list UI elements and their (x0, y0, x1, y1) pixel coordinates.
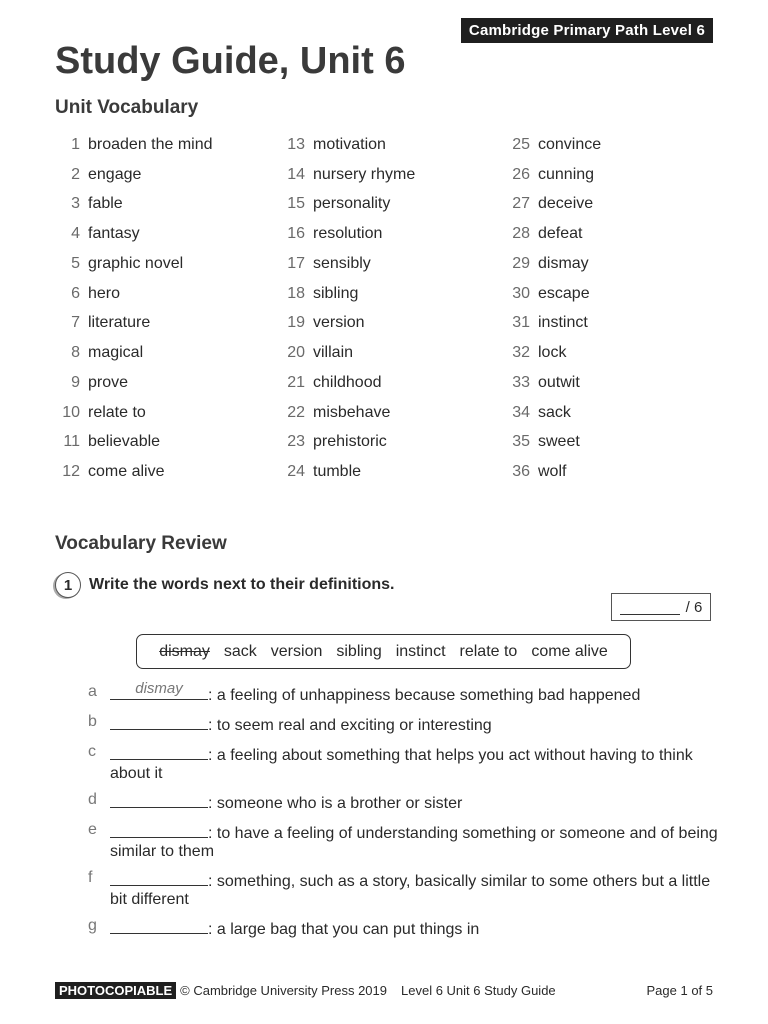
vocab-word: relate to (88, 403, 146, 421)
vocab-word: personality (313, 195, 391, 213)
vocab-item (55, 338, 275, 368)
question-body (110, 869, 718, 909)
vocab-item (55, 309, 275, 339)
word-bank-item: version (270, 642, 323, 660)
question-body (110, 917, 718, 939)
answer-blank[interactable] (110, 917, 208, 934)
vocab-word: fable (88, 195, 123, 213)
vocab-word: sweet (538, 433, 580, 451)
vocab-word: misbehave (313, 403, 391, 421)
vocab-item (280, 398, 500, 428)
vocab-item (280, 190, 500, 220)
vocab-word: wolf (538, 463, 567, 481)
word-bank-item: sibling (336, 642, 382, 660)
page-title: Study Guide, Unit 6 (55, 40, 406, 82)
question-body (110, 821, 718, 861)
vocab-word: childhood (313, 373, 382, 391)
question-body (110, 713, 718, 735)
vocab-word: instinct (538, 314, 588, 332)
page-number: Page 1 of 5 (646, 983, 713, 998)
vocab-number: 7 (71, 314, 80, 332)
vocab-number: 36 (512, 463, 530, 481)
question-body (110, 743, 718, 783)
vocab-item (505, 398, 725, 428)
question-letter: d (88, 791, 97, 808)
word-bank-item: instinct (395, 642, 446, 660)
vocab-number: 12 (62, 463, 80, 481)
vocab-item (55, 130, 275, 160)
vocab-word: escape (538, 284, 590, 302)
word-bank (136, 634, 631, 669)
word-bank-item: come alive (531, 642, 608, 660)
vocab-number: 26 (512, 165, 530, 183)
vocab-number: 34 (512, 403, 530, 421)
definition-text: : a large bag that you can put things in (208, 921, 480, 938)
vocab-item (55, 279, 275, 309)
answer-blank[interactable] (110, 791, 208, 808)
vocab-number: 13 (287, 135, 305, 153)
vocab-number: 28 (512, 225, 530, 243)
photocopiable-badge: PHOTOCOPIABLE (55, 982, 176, 999)
definition-text: : to seem real and exciting or interesting (208, 717, 492, 734)
vocab-item (505, 368, 725, 398)
definition-text: : to have a feeling of understanding something or someone and of being similar to them (110, 825, 718, 860)
vocab-item (55, 219, 275, 249)
vocab-item (280, 219, 500, 249)
vocab-word: motivation (313, 135, 386, 153)
vocab-number: 19 (287, 314, 305, 332)
vocab-item (505, 279, 725, 309)
vocab-word: hero (88, 284, 121, 302)
vocab-number: 5 (71, 254, 80, 272)
word-bank-item: sack (223, 642, 257, 660)
vocab-number: 14 (287, 165, 305, 183)
exercise-header (55, 572, 395, 598)
vocab-number: 35 (512, 433, 530, 451)
question-body (110, 680, 718, 705)
vocab-item (55, 428, 275, 458)
question-item (88, 791, 718, 813)
answer-blank[interactable] (110, 743, 208, 760)
question-item (88, 821, 718, 861)
word-bank-item: dismay (159, 642, 210, 660)
vocab-item (505, 428, 725, 458)
vocab-word: prove (88, 373, 129, 391)
exercise-number: 1 (55, 572, 81, 598)
question-letter: g (88, 917, 97, 934)
vocab-word: lock (538, 344, 567, 362)
vocab-item (505, 160, 725, 190)
vocab-word: dismay (538, 254, 589, 272)
vocab-column (280, 130, 500, 487)
vocab-word: tumble (313, 463, 362, 481)
answer-blank[interactable] (110, 869, 208, 886)
vocab-item (505, 130, 725, 160)
unit-vocabulary-heading: Unit Vocabulary (55, 97, 199, 118)
vocab-number: 2 (71, 165, 80, 183)
question-item (88, 680, 718, 705)
vocab-item (55, 160, 275, 190)
definition-text: : someone who is a brother or sister (208, 795, 463, 812)
vocab-item (280, 249, 500, 279)
vocab-word: cunning (538, 165, 595, 183)
vocab-word: deceive (538, 195, 594, 213)
vocab-number: 15 (287, 195, 305, 213)
vocab-word: fantasy (88, 225, 140, 243)
question-letter: f (88, 869, 93, 886)
vocab-column (55, 130, 275, 487)
vocab-word: nursery rhyme (313, 165, 416, 183)
question-letter: e (88, 821, 97, 838)
vocab-item (55, 368, 275, 398)
definition-text: : a feeling about something that helps you act without having to think about it (110, 747, 693, 782)
vocab-word: magical (88, 344, 144, 362)
vocab-item (280, 428, 500, 458)
vocab-item (280, 309, 500, 339)
vocab-number: 6 (71, 284, 80, 302)
question-item (88, 869, 718, 909)
vocab-number: 9 (71, 373, 80, 391)
vocab-word: come alive (88, 463, 165, 481)
score-box (611, 593, 711, 621)
vocab-number: 10 (62, 403, 80, 421)
vocab-number: 33 (512, 373, 530, 391)
vocab-number: 30 (512, 284, 530, 302)
vocab-word: sack (538, 403, 571, 421)
series-badge: Cambridge Primary Path Level 6 (461, 18, 713, 43)
vocab-number: 32 (512, 344, 530, 362)
vocab-number: 27 (512, 195, 530, 213)
vocab-number: 4 (71, 225, 80, 243)
vocab-number: 16 (287, 225, 305, 243)
vocab-item (280, 457, 500, 487)
question-item (88, 713, 718, 735)
question-letter: b (88, 713, 97, 730)
vocab-item (505, 338, 725, 368)
question-letter: a (88, 683, 97, 700)
vocab-number: 20 (287, 344, 305, 362)
question-body (110, 791, 718, 813)
vocab-item (55, 398, 275, 428)
vocab-word: resolution (313, 225, 383, 243)
question-item (88, 917, 718, 939)
vocab-number: 8 (71, 344, 80, 362)
vocab-number: 18 (287, 284, 305, 302)
word-bank-item: relate to (459, 642, 518, 660)
score-blank[interactable] (620, 600, 680, 615)
vocab-item (280, 338, 500, 368)
vocab-number: 11 (63, 433, 80, 451)
vocab-word: literature (88, 314, 151, 332)
question-item (88, 743, 718, 783)
vocab-item (505, 457, 725, 487)
vocab-number: 3 (71, 195, 80, 213)
copyright-text: © Cambridge University Press 2019 (180, 983, 387, 998)
exercise-instruction: Write the words next to their definitions. (89, 576, 395, 593)
definition-text: : a feeling of unhappiness because something bad happened (208, 687, 641, 704)
vocab-word: sensibly (313, 254, 371, 272)
vocab-word: engage (88, 165, 142, 183)
vocab-word: defeat (538, 225, 583, 243)
vocab-item (55, 249, 275, 279)
vocab-word: prehistoric (313, 433, 387, 451)
vocab-word: convince (538, 135, 602, 153)
vocab-number: 17 (287, 254, 305, 272)
answer-text: dismay (135, 680, 183, 697)
answer-blank[interactable] (110, 821, 208, 838)
vocab-number: 29 (512, 254, 530, 272)
vocab-word: broaden the mind (88, 135, 213, 153)
vocab-item (505, 219, 725, 249)
vocab-word: believable (88, 433, 161, 451)
vocab-item (280, 279, 500, 309)
vocab-word: graphic novel (88, 254, 184, 272)
vocab-item (280, 368, 500, 398)
vocab-column (505, 130, 725, 487)
vocab-number: 23 (287, 433, 305, 451)
vocab-word: version (313, 314, 365, 332)
vocab-number: 31 (512, 314, 530, 332)
answer-blank[interactable] (110, 680, 208, 700)
vocab-item (505, 309, 725, 339)
vocab-word: outwit (538, 373, 580, 391)
vocab-item (280, 160, 500, 190)
vocab-number: 21 (287, 373, 305, 391)
vocab-number: 25 (512, 135, 530, 153)
vocab-number: 1 (71, 135, 80, 153)
vocab-word: sibling (313, 284, 359, 302)
vocab-item (280, 130, 500, 160)
score-total: / 6 (685, 598, 703, 616)
definition-text: : something, such as a story, basically similar to some others but a little bit different (110, 873, 711, 908)
vocab-item (505, 249, 725, 279)
footer (55, 982, 713, 999)
question-letter: c (88, 743, 96, 760)
vocab-item (505, 190, 725, 220)
vocab-word: villain (313, 344, 354, 362)
vocab-number: 24 (287, 463, 305, 481)
vocab-item (55, 190, 275, 220)
vocab-item (55, 457, 275, 487)
vocabulary-review-heading: Vocabulary Review (55, 533, 227, 554)
footer-reference: Level 6 Unit 6 Study Guide (401, 983, 556, 998)
answer-blank[interactable] (110, 713, 208, 730)
vocab-number: 22 (287, 403, 305, 421)
